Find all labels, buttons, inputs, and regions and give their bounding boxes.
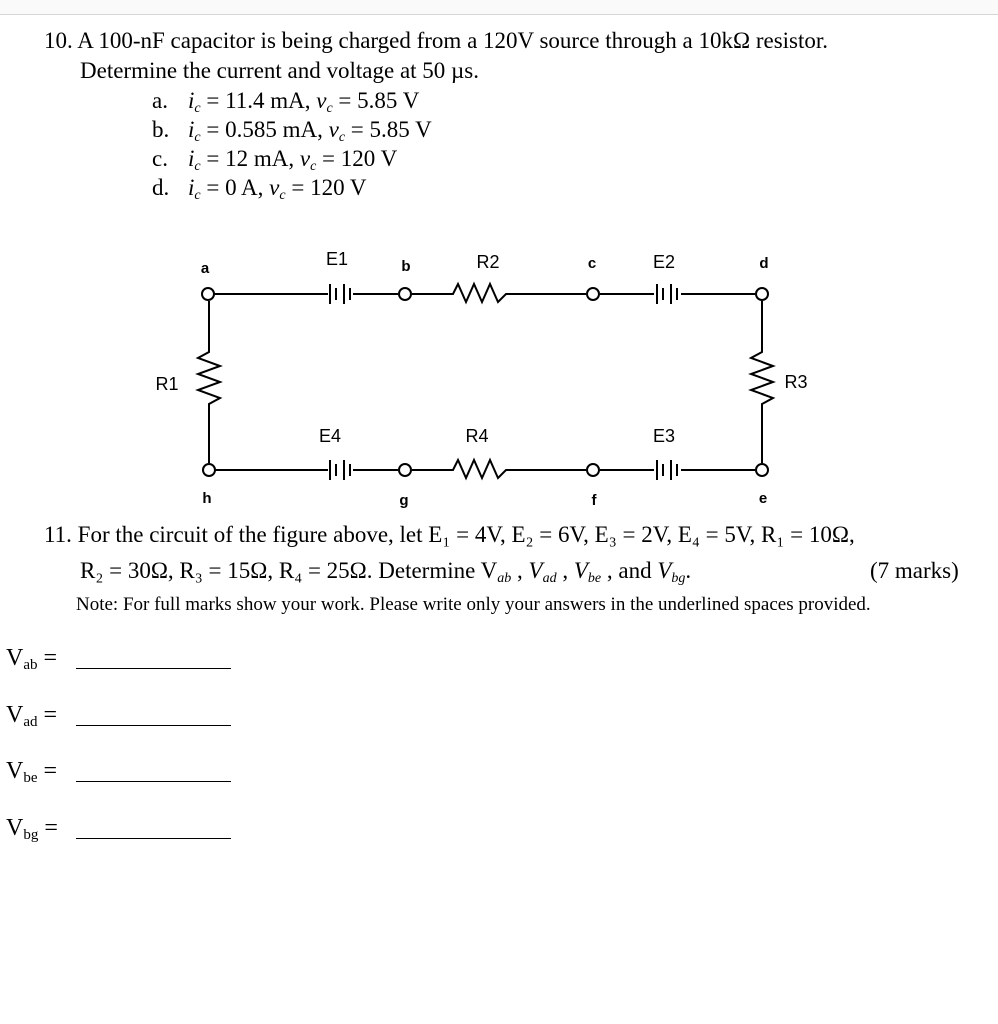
battery-e2 <box>657 284 677 304</box>
answer-sub: be <box>23 770 38 786</box>
label-r3: R3 <box>784 372 808 392</box>
answer-blank-vbg[interactable] <box>76 838 231 839</box>
node-d-terminal <box>756 288 768 300</box>
option-current: = 11.4 mA, <box>206 88 311 113</box>
label-e2: E2 <box>652 252 676 272</box>
option-label: c. <box>152 146 168 171</box>
q11-note: Note: For full marks show your work. Please write only your answers in the underlined spaces provided. <box>76 594 871 615</box>
answer-label-vbg: $V_{bg}$ = <box>6 815 58 843</box>
option-label: d. <box>152 175 170 200</box>
q10-option-c[interactable]: c. $i_c = 12$ mA, $v_c = 120$ V <box>152 146 398 174</box>
option-voltage: = 120 V <box>291 175 367 200</box>
resistor-r3 <box>751 301 773 463</box>
node-c-label: c <box>587 255 597 272</box>
option-voltage: = 5.85 V <box>350 117 432 142</box>
answer-blank-vab[interactable] <box>76 668 231 669</box>
node-g-terminal <box>399 464 411 476</box>
q10-text-line1: A 100-nF capacitor is being charged from a 120V source through a 10kΩ resistor. <box>77 28 829 53</box>
resistor-r4 <box>412 460 586 478</box>
answer-blank-vbe[interactable] <box>76 781 231 782</box>
resistor-r2 <box>412 284 586 302</box>
q10-option-d[interactable]: d. $i_c = 0$ A, $v_c = 120$ V <box>152 175 367 203</box>
node-f-label: f <box>591 492 597 509</box>
q10-option-a[interactable]: a. $i_c = 11.4$ mA, $v_c = 5.85$ V <box>152 88 420 116</box>
q10-line2: Determine the current and voltage at 50 µs. <box>80 58 479 83</box>
q11-line2: R₂ = 30Ω, R₃ = 15Ω, R₄ = 25Ω. Determine $V_{ab}$ , $V_{ad}$ , $V_{be}$ , and $V_{bg}$. <box>80 558 692 586</box>
node-e-label: e <box>758 490 768 507</box>
answer-label-vab: $V_{ab}$ = <box>6 645 58 673</box>
battery-e1 <box>330 284 350 304</box>
node-d-label: d <box>759 255 769 272</box>
battery-e4 <box>330 460 350 480</box>
node-h-terminal <box>203 464 215 476</box>
answer-sub: ad <box>23 714 38 730</box>
q11-line1 <box>44 522 855 548</box>
label-r2: R2 <box>476 252 500 272</box>
node-f-terminal <box>587 464 599 476</box>
option-current: = 0 A, <box>206 175 264 200</box>
q10-line1 <box>44 28 828 54</box>
label-e1: E1 <box>325 249 349 269</box>
q11-text-line2: R₂ = 30Ω, R₃ = 15Ω, R₄ = 25Ω. Determine V <box>80 558 498 583</box>
resistor-r1 <box>198 301 220 463</box>
node-g-label: g <box>399 492 409 509</box>
answer-blank-vad[interactable] <box>76 725 231 726</box>
option-label: b. <box>152 117 170 142</box>
option-current: = 12 mA, <box>206 146 295 171</box>
label-r1: R1 <box>155 374 179 394</box>
answer-label-vbe: $V_{be}$ = <box>6 758 58 786</box>
q10-option-b[interactable]: b. $i_c = 0.585$ mA, $v_c = 5.85$ V <box>152 117 432 145</box>
label-r4: R4 <box>465 426 489 446</box>
answer-sub: bg <box>23 827 39 843</box>
node-h-label: h <box>202 490 212 507</box>
q10-number: 10. <box>44 28 73 53</box>
q11-number: 11. <box>44 522 72 547</box>
option-voltage: = 5.85 V <box>338 88 420 113</box>
option-voltage: = 120 V <box>322 146 398 171</box>
q11-marks: (7 marks) <box>870 558 959 583</box>
node-e-terminal <box>756 464 768 476</box>
label-e3: E3 <box>652 426 676 446</box>
answer-label-vad: $V_{ad}$ = <box>6 702 58 730</box>
answer-sub: ab <box>23 657 38 673</box>
node-c-terminal <box>587 288 599 300</box>
option-current: = 0.585 mA, <box>206 117 323 142</box>
node-b-terminal <box>399 288 411 300</box>
battery-e3 <box>657 460 677 480</box>
circuit-diagram <box>0 235 998 515</box>
top-border <box>0 0 998 15</box>
node-b-label: b <box>401 258 411 275</box>
option-label: a. <box>152 88 168 113</box>
label-e4: E4 <box>318 426 342 446</box>
node-a-terminal <box>202 288 214 300</box>
node-a-label: a <box>200 260 210 277</box>
q11-text-line1: For the circuit of the figure above, let E₁ = 4V, E₂ = 6V, E₃ = 2V, E₄ = 5V, R₁ = 10Ω, <box>77 522 855 547</box>
